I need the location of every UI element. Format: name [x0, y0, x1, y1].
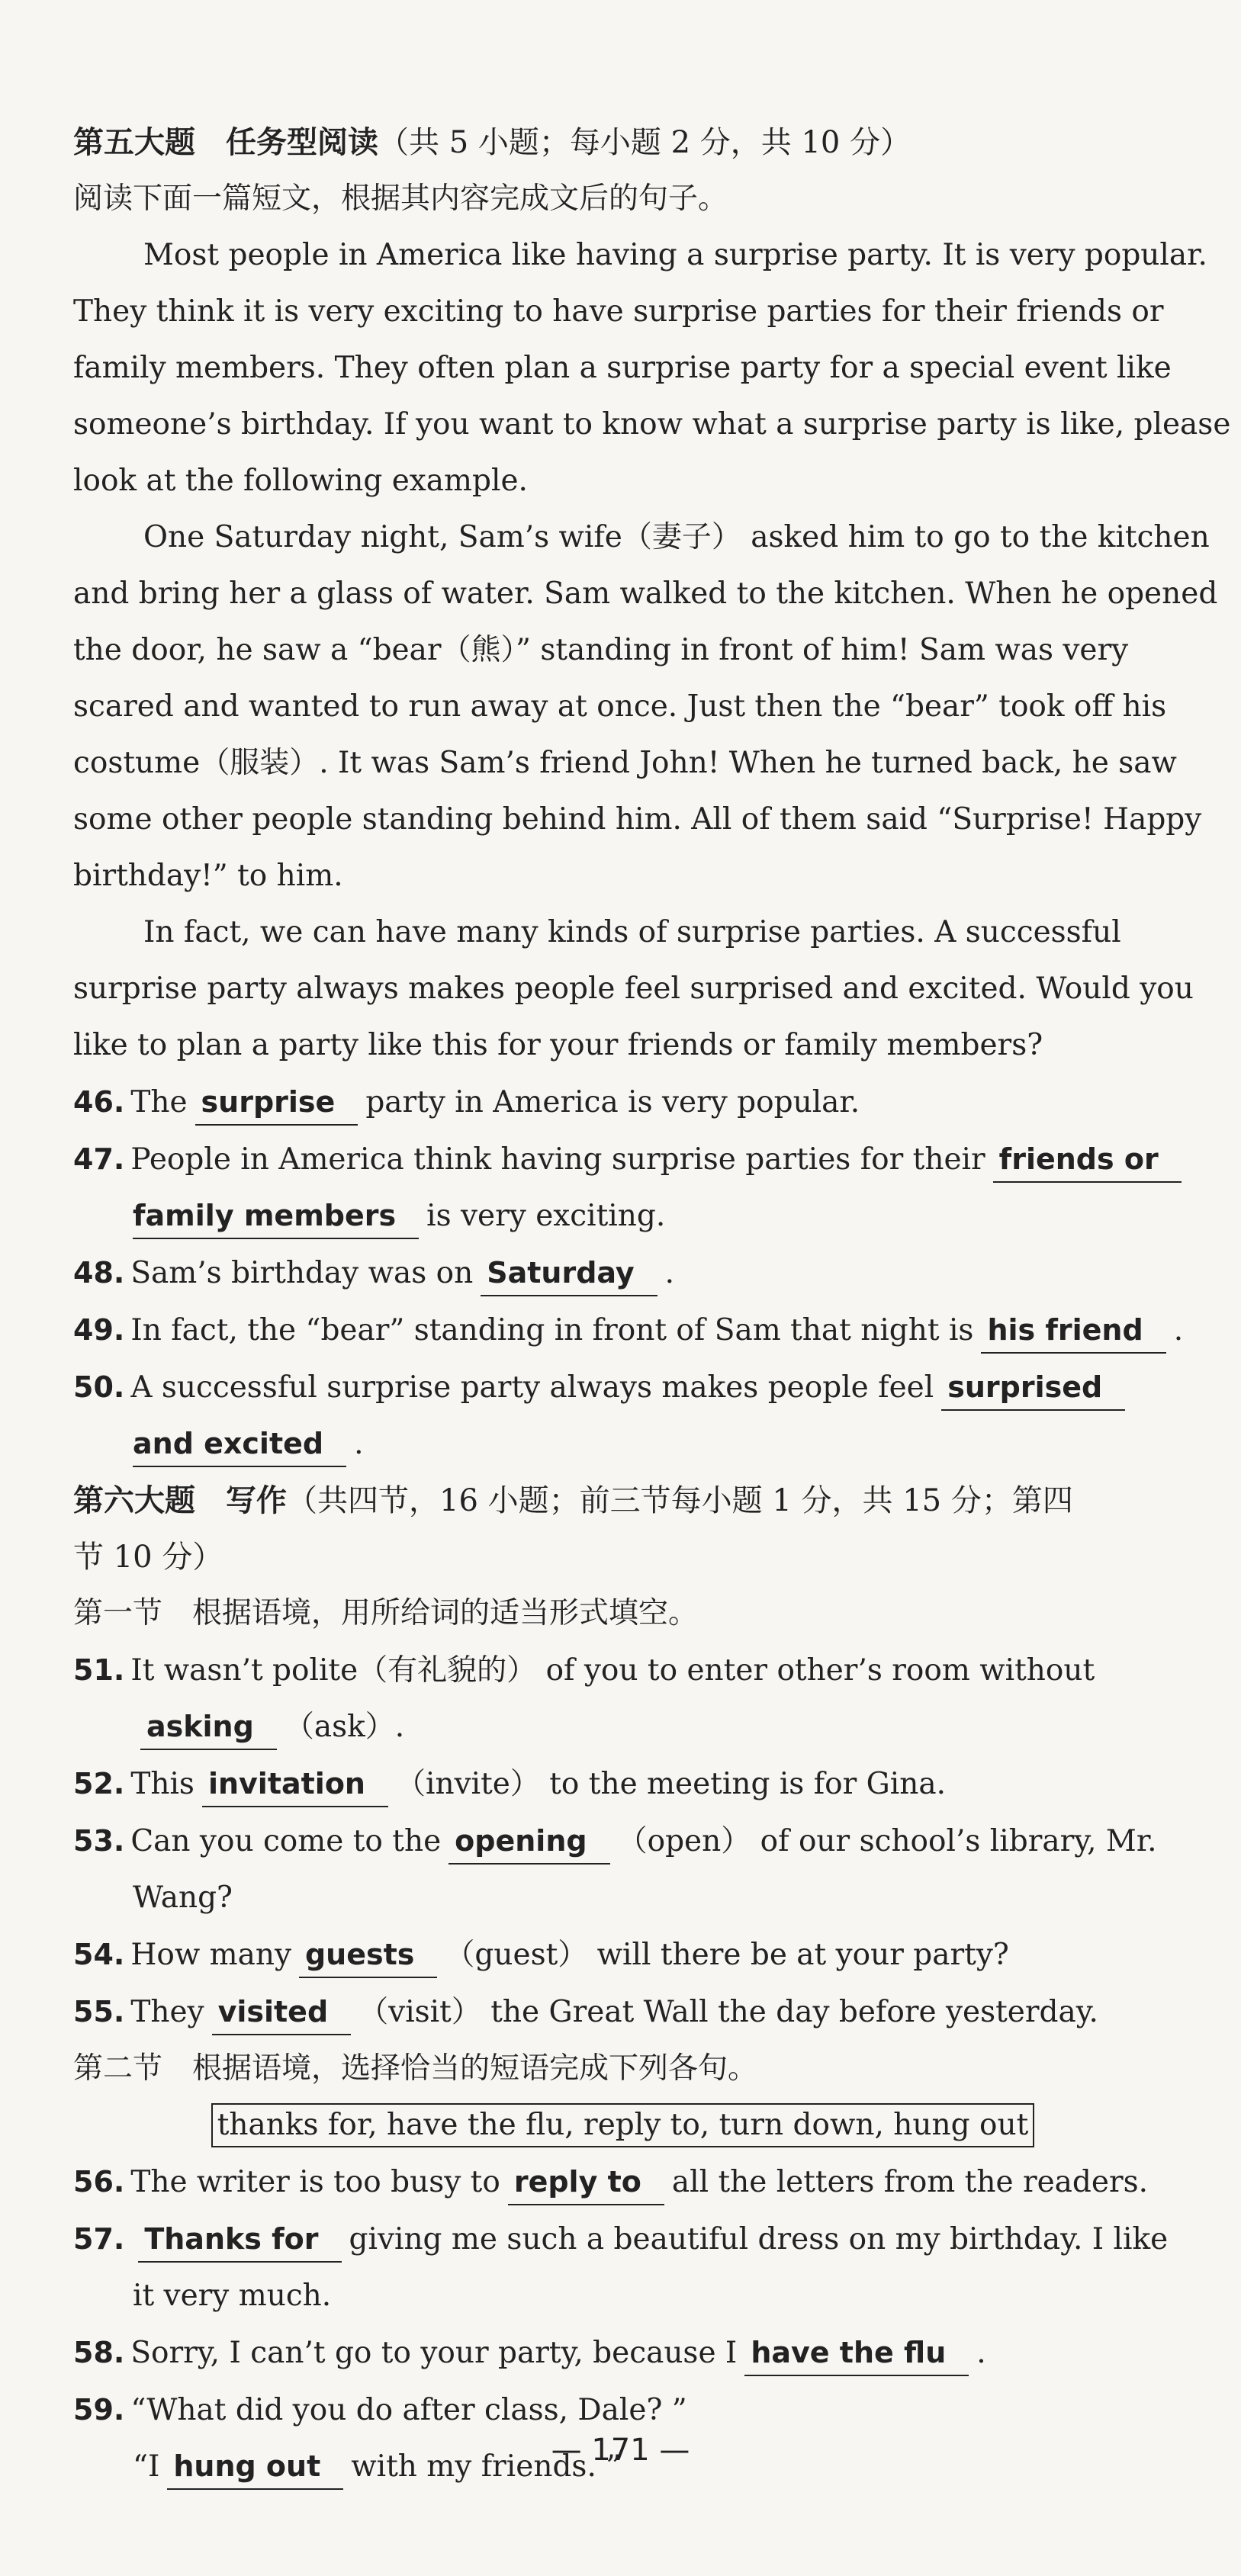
question-text: giving me such a beautiful dress on my birthday. I like [349, 2222, 1169, 2256]
reading-passage [73, 227, 1231, 1074]
question-text: （invite） to the meeting is for Gina. [395, 1767, 947, 1801]
page-number: — 171 — [551, 2433, 690, 2468]
answer-blank[interactable]: opening [448, 1819, 609, 1865]
question-text: It wasn’t polite（有礼貌的） of you to enter other’s room without [130, 1653, 1095, 1688]
section5-instruction: 阅读下面一篇短文，根据其内容完成文后的句子。 [73, 181, 728, 216]
question-text: Can you come to the [130, 1824, 442, 1858]
question-50 [73, 1359, 1172, 1416]
answer-blank[interactable]: hung out [167, 2444, 343, 2490]
passage-line: family members. They often plan a surprise party for a special event like [73, 351, 1172, 385]
question-number: 49. [73, 1313, 125, 1347]
question-text: . [976, 2336, 986, 2370]
answer-blank[interactable]: his friend [981, 1308, 1165, 1354]
question-text: . [354, 1427, 364, 1461]
answer-blank[interactable]: family members [133, 1193, 419, 1239]
question-number: 57. [73, 2222, 125, 2256]
question-54 [73, 1926, 1172, 1983]
question-text: （open） of our school’s library, Mr. [617, 1824, 1157, 1858]
passage-line: someone’s birthday. If you want to know what a surprise party is like, please [73, 407, 1231, 442]
question-51 [73, 1642, 1172, 1699]
question-text: . [1173, 1313, 1184, 1347]
question-text: They [130, 1995, 204, 2029]
question-number: 53. [73, 1824, 125, 1858]
passage-line: costume（服装）. It was Sam’s friend John! When he turned back, he saw [73, 746, 1177, 780]
question-number: 55. [73, 1995, 125, 2028]
question-number: 47. [73, 1142, 125, 1176]
question-text: （ask）. [284, 1710, 405, 1744]
answer-blank[interactable]: and excited [133, 1421, 346, 1467]
question-number: 51. [73, 1653, 125, 1687]
passage-line: They think it is very exciting to have surprise parties for their friends or [73, 294, 1164, 329]
passage-line: some other people standing behind him. All of them said “Surprise! Happy [73, 802, 1202, 837]
answer-blank[interactable]: surprise [195, 1080, 358, 1126]
section6-heading [73, 1473, 1172, 1529]
question-number: 56. [73, 2165, 125, 2199]
section6-rule: （共四节，16 小题；前三节每小题 1 分，共 15 分；第四 [287, 1483, 1073, 1518]
section5-title: 第五大题 任务型阅读 [73, 124, 378, 160]
question-57 [73, 2211, 1172, 2268]
question-48 [73, 1245, 1172, 1302]
section5-rule: （共 5 小题；每小题 2 分，共 10 分） [378, 125, 911, 160]
question-53-cont: Wang? [133, 1881, 233, 1915]
question-56 [73, 2154, 1172, 2211]
question-number: 50. [73, 1370, 125, 1404]
question-46 [73, 1074, 1172, 1131]
question-text: The writer is too busy to [130, 2165, 500, 2199]
question-text: Sorry, I can’t go to your party, because I [130, 2336, 738, 2370]
passage-line: In fact, we can have many kinds of surprise parties. A successful [143, 915, 1121, 949]
answer-blank[interactable]: surprised [941, 1365, 1125, 1411]
passage-line: the door, he saw a “bear（熊）” standing in front of him! Sam was very [73, 633, 1129, 667]
question-number: 48. [73, 1256, 125, 1290]
question-text: Sam’s birthday was on [130, 1256, 474, 1290]
question-51-cont [73, 1699, 1172, 1755]
answer-blank[interactable]: visited [212, 1990, 352, 2035]
word-bank-box: thanks for, have the flu, reply to, turn down, hung out [211, 2103, 1035, 2147]
question-number: 46. [73, 1085, 125, 1119]
answer-blank[interactable]: friends or [993, 1137, 1182, 1183]
question-57-cont: it very much. [133, 2279, 332, 2313]
question-52 [73, 1755, 1172, 1813]
question-50-cont [73, 1416, 1172, 1473]
question-59 [73, 2382, 1172, 2439]
question-text: This [130, 1767, 195, 1801]
question-47-cont [73, 1188, 1172, 1245]
question-text: all the letters from the readers. [671, 2165, 1149, 2199]
passage-line: like to plan a party like this for your friends or family members? [73, 1028, 1043, 1062]
answer-blank[interactable]: reply to [508, 2160, 664, 2205]
answer-blank[interactable]: invitation [202, 1762, 388, 1807]
question-text: The [130, 1085, 188, 1119]
question-text: In fact, the “bear” standing in front of Sam that night is [130, 1313, 974, 1347]
passage-line: scared and wanted to run away at once. Just then the “bear” took off his [73, 689, 1167, 724]
question-number: 52. [73, 1767, 125, 1800]
passage-line: look at the following example. [73, 464, 528, 498]
question-text: How many [130, 1938, 291, 1972]
answer-blank[interactable]: have the flu [744, 2330, 969, 2376]
section6-rule-cont: 节 10 分） [73, 1540, 223, 1575]
passage-line: One Saturday night, Sam’s wife（妻子） asked him to go to the kitchen [143, 520, 1210, 554]
question-number: 54. [73, 1938, 125, 1971]
answer-blank[interactable]: Thanks for [138, 2217, 341, 2263]
passage-line: birthday!” to him. [73, 859, 343, 893]
section6-heading-cont [73, 1529, 1172, 1585]
section5-heading [73, 114, 1172, 171]
question-text: （guest） will there be at your party? [445, 1938, 1009, 1972]
question-text: A successful surprise party always makes people feel [130, 1370, 934, 1405]
question-text: “I [133, 2449, 160, 2484]
passage-line: surprise party always makes people feel surprised and excited. Would you [73, 972, 1194, 1006]
question-55 [73, 1983, 1172, 2041]
question-text: People in America think having surprise parties for their [130, 1142, 985, 1177]
question-58 [73, 2324, 1172, 2382]
question-text: （visit） the Great Wall the day before yesterday. [358, 1995, 1098, 2029]
passage-line: and bring her a glass of water. Sam walked to the kitchen. When he opened [73, 577, 1218, 611]
question-47 [73, 1131, 1172, 1188]
section6-title: 第六大题 写作 [73, 1482, 287, 1518]
part1-instruction: 第一节 根据语境，用所给词的适当形式填空。 [73, 1596, 699, 1630]
passage-line: Most people in America like having a surprise party. It is very popular. [143, 238, 1207, 272]
answer-blank[interactable]: asking [140, 1704, 277, 1750]
question-53 [73, 1813, 1172, 1870]
question-number: 59. [73, 2393, 125, 2427]
question-text: with my friends. ” [351, 2449, 622, 2484]
answer-blank[interactable]: Saturday [481, 1251, 657, 1296]
question-number: 58. [73, 2336, 125, 2369]
question-text: . [664, 1256, 675, 1290]
question-text: is very exciting. [426, 1199, 666, 1233]
question-text: party in America is very popular. [365, 1085, 860, 1119]
answer-blank[interactable]: guests [299, 1932, 437, 1978]
question-text: “What did you do after class, Dale? ” [130, 2393, 687, 2427]
part2-instruction: 第二节 根据语境，选择恰当的短语完成下列各句。 [73, 2051, 758, 2086]
question-49 [73, 1302, 1184, 1359]
word-bank [73, 2097, 1172, 2154]
